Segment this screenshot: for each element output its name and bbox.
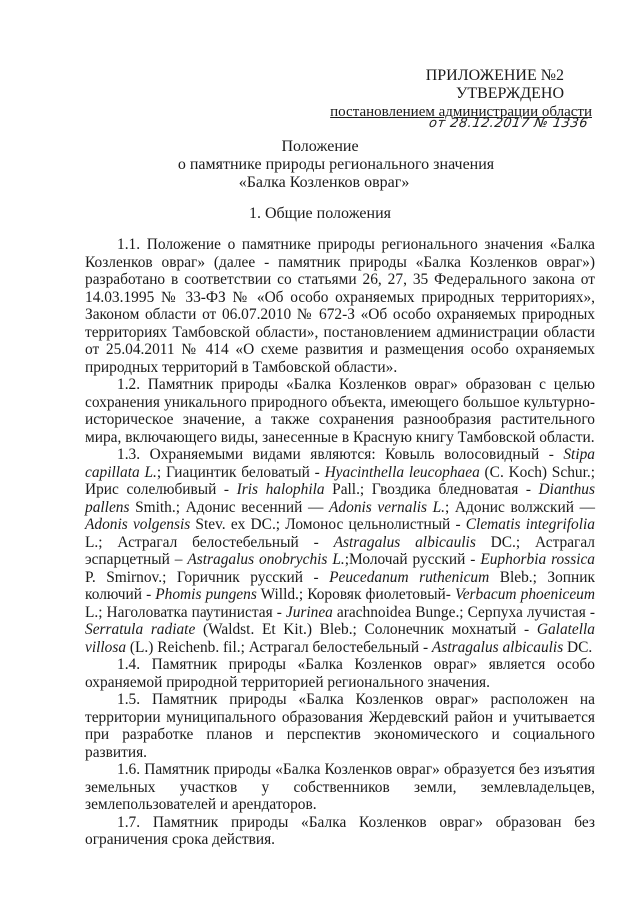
species-name: Adonis vernalis L. (329, 498, 446, 516)
text-run: ;Молочай русский - (344, 551, 481, 568)
species-name: Jurinea (285, 603, 333, 621)
species-name: Verbacum phoeniceum (455, 586, 595, 603)
species-name: Dianthus pallens (85, 481, 595, 516)
section-heading: 1. Общие положения (248, 205, 392, 222)
species-name: Peucedanum ruthenicum (329, 568, 490, 586)
species-name: Galatella villosa (85, 621, 595, 656)
text-run: Willd.; Коровяк фиолетовый- (256, 586, 455, 603)
text-run: ; Адонис волжский — (445, 498, 595, 516)
text-run: Bleb.; Зопник колючий - (85, 568, 595, 603)
species-name: Astragalus albicaulis (333, 533, 476, 551)
approved-label: УТВЕРЖДЕНО (455, 85, 564, 102)
document-subtitle: о памятнике природы регионального значения (177, 156, 495, 173)
species-name: Stipa capillata L. (85, 446, 595, 481)
text-run: L.; Наголоватка паутинистая - (85, 603, 286, 621)
species-name: Astragalus onobrychis L. (187, 551, 345, 568)
handwritten-date: от 28.12.2017 № 1336 (427, 116, 590, 131)
text-run: (Waldst. Et Kit.) Bleb.; Солонечник мохнатый - (195, 621, 537, 638)
paragraph-1-1: 1.1. Положение о памятнике природы регионального значения «Балка Козленков овраг» (далее - памятник природы «Балка Козленков овраг») разработано в соответствии со статьями 26, 27, 35 Федерального закона от 14.03.1995 № 33-ФЗ № «Об особо охраняемых природных территориях», Законом области от 06.07.2010 № 672-З «Об особо охраняемых природных территориях Тамбовской области», постановлением администрации области от 25.04.2011 № 414 «О схеме развития и размещения особо охраняемых природных территорий в Тамбовской области». (85, 236, 595, 376)
text-run: Pall.; Гвоздика бледноватая - (324, 481, 539, 498)
species-name: Adonis volgensis (85, 516, 191, 533)
species-name: Euphorbia rossica (480, 551, 595, 568)
document-title: Положение (281, 138, 359, 155)
text-run: P. Smirnov.; Горичник русский - (85, 568, 330, 586)
paragraph-1-7: 1.7. Памятник природы «Балка Козленков овраг» образован без ограничения срока действия. (85, 813, 595, 848)
decree-line: постановлением администрации области (330, 104, 592, 120)
species-name: Phomis pungens (155, 586, 257, 603)
text-run: DC.; Астрагал эспарцетный – (85, 533, 595, 568)
species-name: Hyacinthella leucophaea (324, 463, 480, 481)
text-run: Smith.; Адонис весенний — (129, 498, 330, 516)
species-name: Serratula radiate (85, 621, 196, 638)
text-run: arachnoidea Bunge.; Серпуха лучистая - (332, 603, 595, 621)
text-run: (C. Koch) Schur.; Ирис солелюбивый - (85, 463, 595, 498)
paragraph-1-4: 1.4. Памятник природы «Балка Козленков овраг» является особо охраняемой природной территорией регионального значения. (85, 656, 595, 691)
text-run: ; Гиацинтик беловатый - (156, 463, 325, 481)
document-body (85, 236, 595, 849)
annex-number: ПРИЛОЖЕНИЕ №2 (425, 67, 564, 84)
text-run: L.; Астрагал белостебельный - (85, 533, 334, 551)
paragraph-1-2: 1.2. Памятник природы «Балка Козленков овраг» образован с целью сохранения уникального природного объекта, имеющего большое культурно-историческое значение, а также сохранения разнообразия растительного мира, включающего виды, занесенные в Красную книгу Тамбовской области. (85, 376, 595, 446)
species-name: Clematis integrifolia (465, 516, 595, 533)
text-run: Stev. ex DC.; Ломонос цельнолистный - (190, 516, 466, 533)
text-run: DC. (563, 638, 593, 656)
document-object-name: «Балка Козленков овраг» (238, 174, 410, 191)
text-run: (L.) Reichenb. fil.; Астрагал белостебельный - (126, 638, 432, 656)
paragraph-1-3 (85, 446, 595, 656)
paragraph-1-5: 1.5. Памятник природы «Балка Козленков овраг» расположен на территории муниципального образования Жердевский район и учитывается при разработке планов и перспектив экономического и социального развития. (85, 691, 595, 761)
species-name: Iris halophila (236, 481, 325, 498)
paragraph-1-6: 1.6. Памятник природы «Балка Козленков овраг» образуется без изъятия земельных участков у собственников земли, землевладельцев, землепользователей и арендаторов. (85, 761, 595, 813)
species-name: Astragalus albicaulis (431, 638, 564, 656)
text-run: 1.3. Охраняемыми видами являются: Ковыль волосовидный - (117, 446, 564, 463)
